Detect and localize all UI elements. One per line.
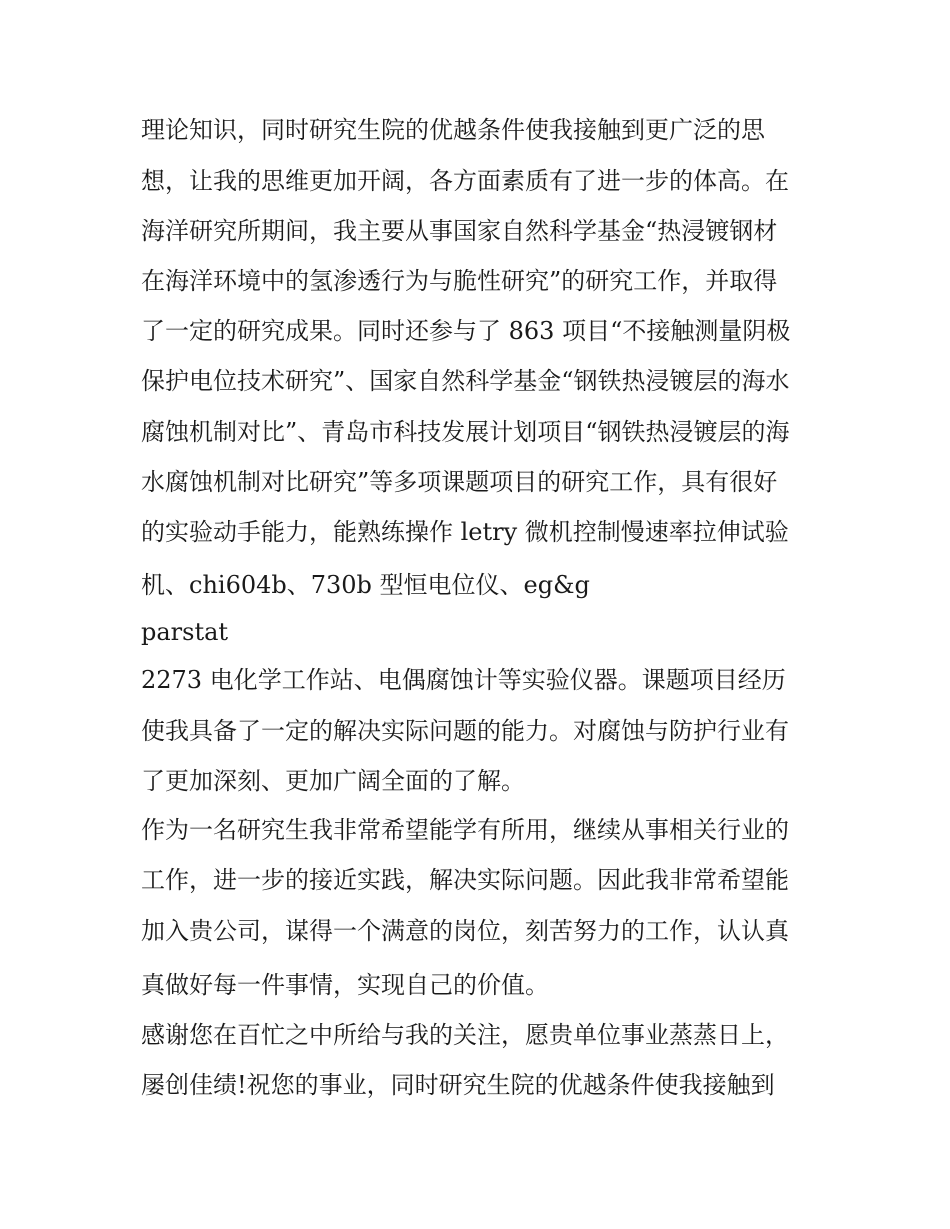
text-line: 水腐蚀机制对比研究”等多项课题项目的研究工作，具有很好 [141,468,778,496]
text-line: 了一定的研究成果。同时还参与了 863 项目“不接触测量阴极 [141,317,791,345]
text-line: 腐蚀机制对比”、青岛市科技发展计划项目“钢铁热浸镀层的海 [141,418,790,446]
text-line: 理论知识，同时研究生院的优越条件使我接触到更广泛的思 [141,116,765,144]
text-line: 加入贵公司，谋得一个满意的岗位，刻苦努力的工作，认认真 [141,917,789,945]
text-line: 使我具备了一定的解决实际问题的能力。对腐蚀与防护行业有 [141,717,789,745]
text-line: 感谢您在百忙之中所给与我的关注，愿贵单位事业蒸蒸日上， [141,1021,789,1049]
text-line: 真做好每一件事情，实现自己的价值。 [141,971,549,999]
text-line: 作为一名研究生我非常希望能学有所用，继续从事相关行业的 [141,816,789,844]
text-line: 海洋研究所期间，我主要从事国家自然科学基金“热浸镀钢材 [141,217,778,245]
text-line: 保护电位技术研究”、国家自然科学基金“钢铁热浸镀层的海水 [141,367,790,395]
text-line: parstat [141,618,229,646]
text-line: 工作，进一步的接近实践，解决实际问题。因此我非常希望能 [141,866,789,894]
text-line: 了更加深刻、更加广阔全面的了解。 [141,767,525,795]
text-line: 的实验动手能力，能熟练操作 letry 微机控制慢速率拉伸试验 [141,518,789,546]
text-line: 在海洋环境中的氢渗透行为与脆性研究”的研究工作，并取得 [141,267,778,295]
text-line: 机、chi604b、730b 型恒电位仪、eg&g [141,571,590,599]
text-line: 想，让我的思维更加开阔，各方面素质有了进一步的体高。在 [141,167,789,195]
text-line: 2273 电化学工作站、电偶腐蚀计等实验仪器。课题项目经历 [141,666,786,694]
text-line: 屡创佳绩!祝您的事业，同时研究生院的优越条件使我接触到 [141,1071,775,1099]
